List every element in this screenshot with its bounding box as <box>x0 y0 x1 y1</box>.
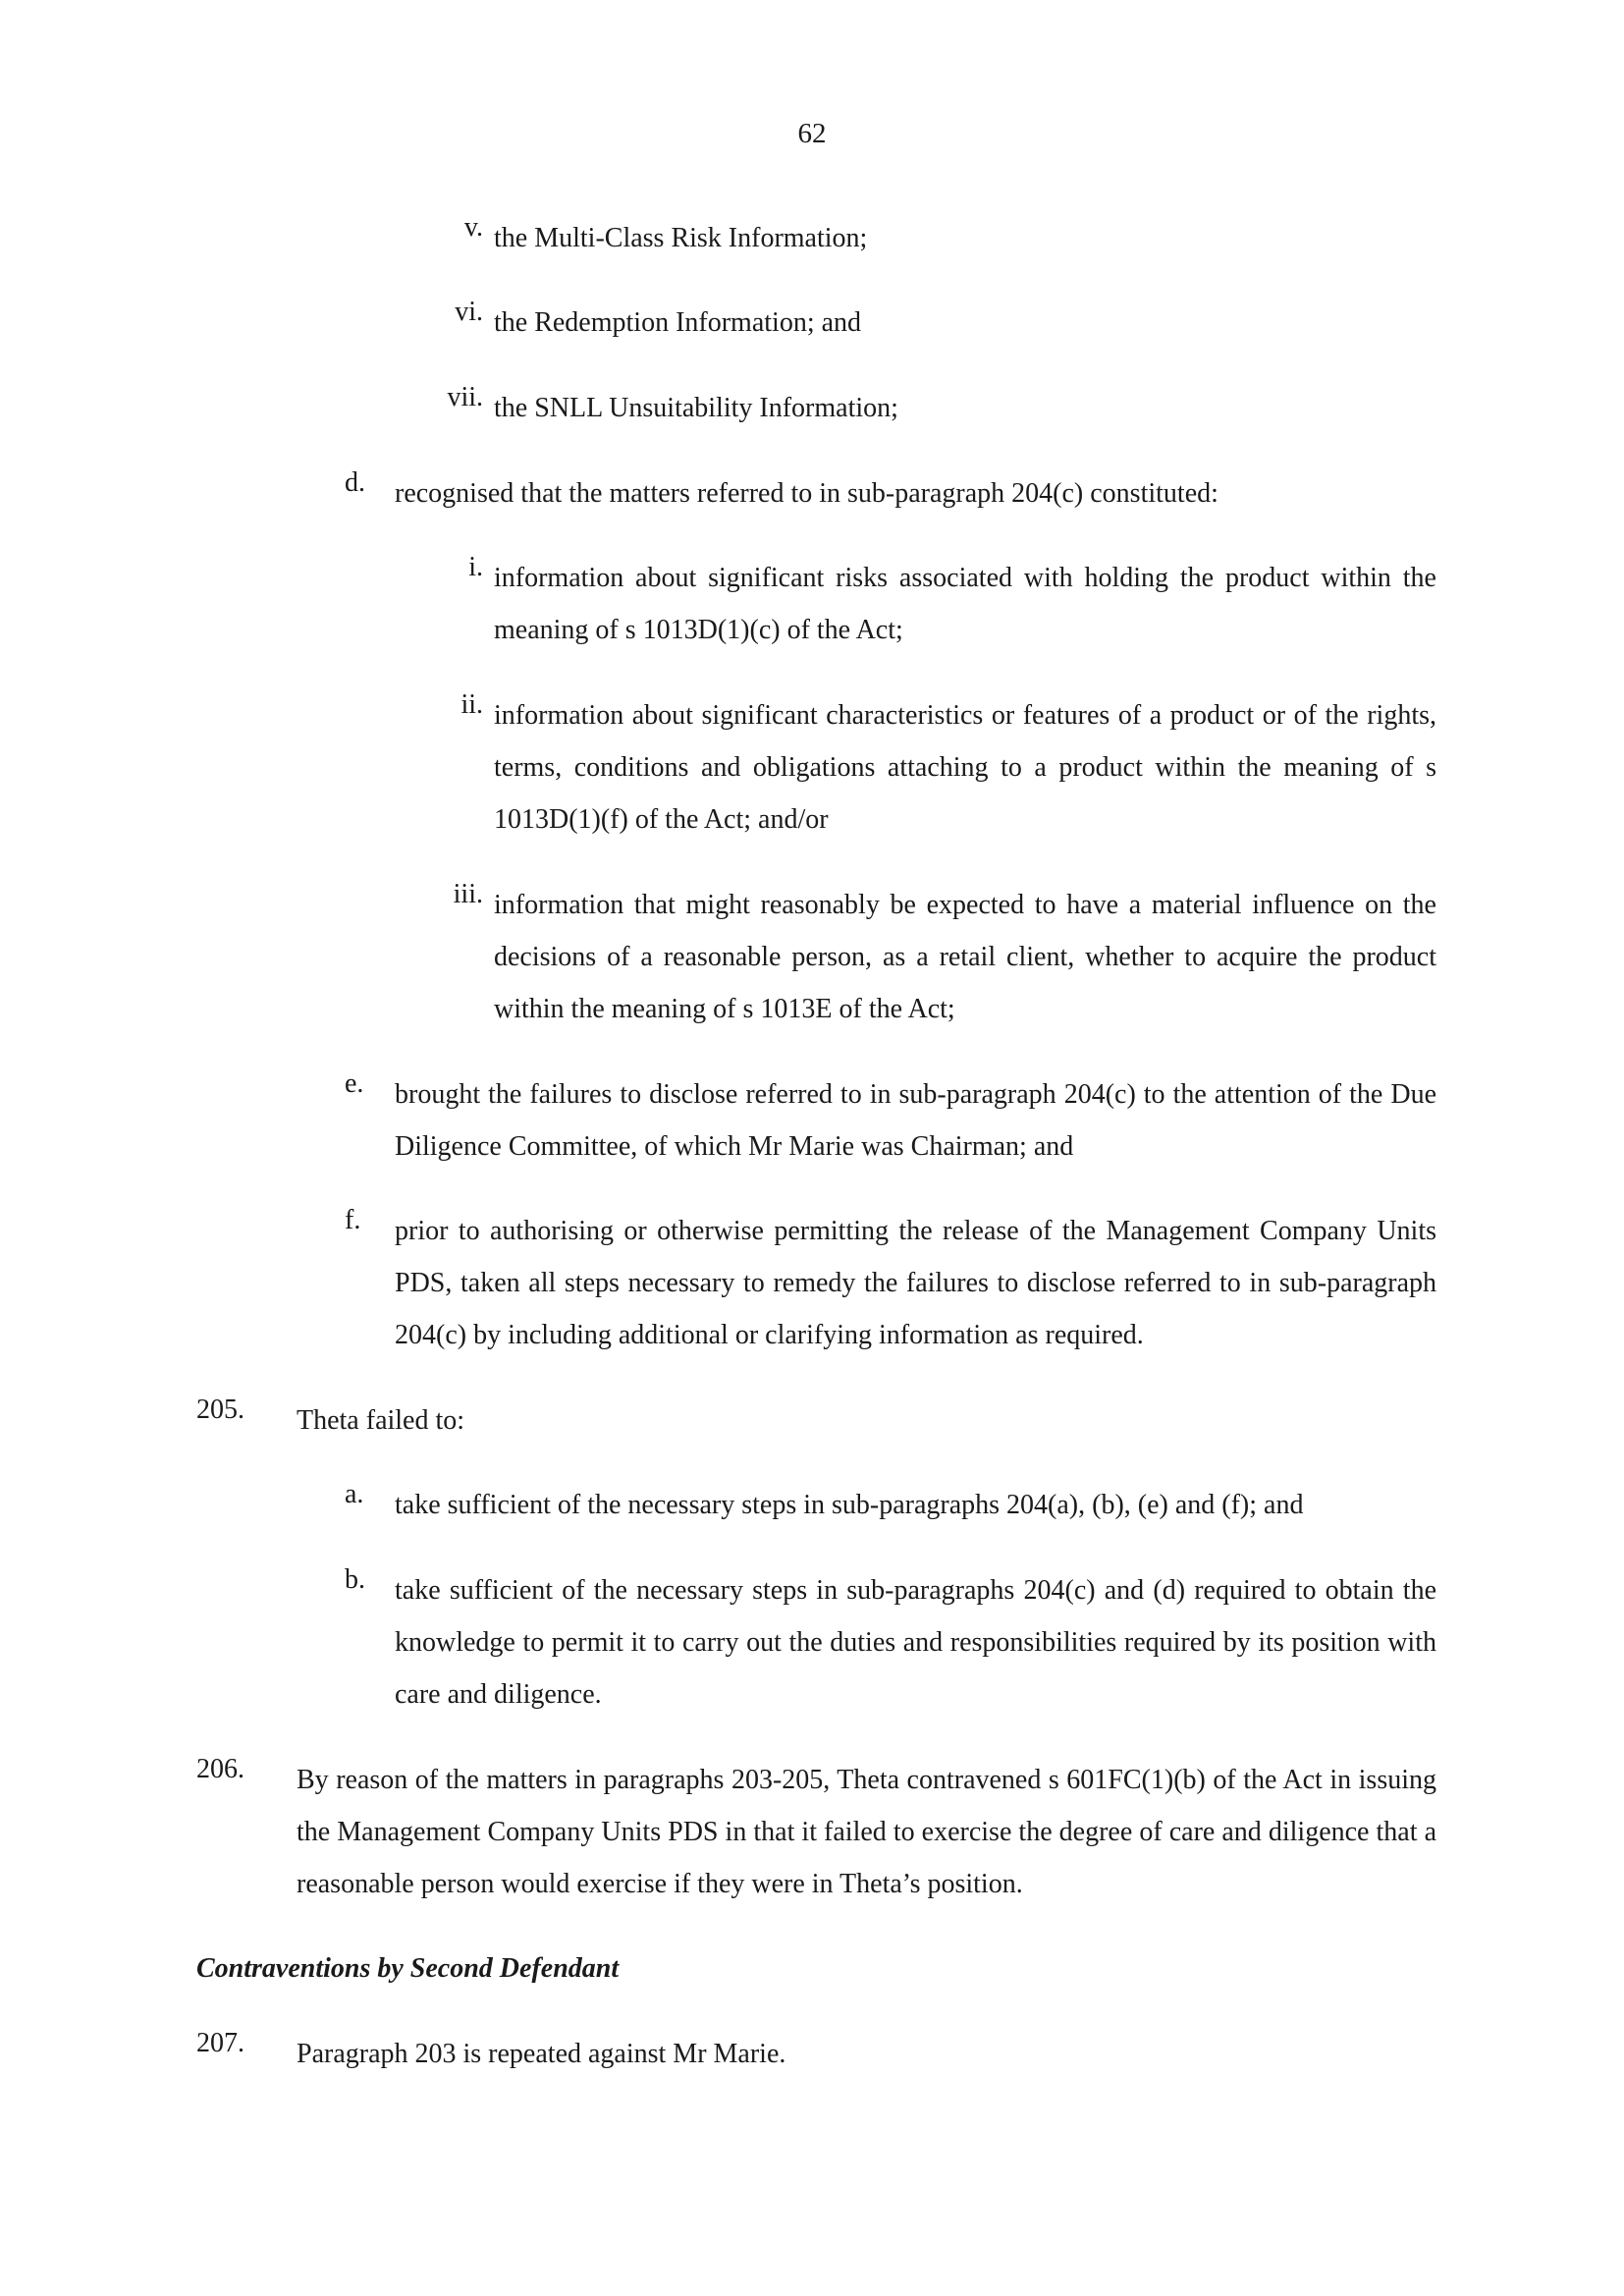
section-heading: Contraventions by Second Defendant <box>196 1953 620 1984</box>
list-label-roman: ii. <box>460 689 483 720</box>
paragraph-number: 205. <box>196 1394 244 1425</box>
list-label-roman: vi. <box>455 297 483 327</box>
paragraph-number: 206. <box>196 1754 244 1784</box>
list-item-text: information about significant risks associated with holding the product within the meaning of s 1013D(1)(c) of the Act; <box>494 563 1436 645</box>
list-label-roman: v. <box>463 212 483 243</box>
list-item-text: information that might reasonably be expected to have a material influence on the decisions of a reasonable person, as a retail client, whether to acquire the product within the meaning of s 1013E of the Act; <box>494 890 1436 1024</box>
list-item-text: information about significant characteristics or features of a product or of the rights, terms, conditions and obligations attaching to a product within the meaning of s 1013D(1)(f) of the Act; and/or <box>494 700 1436 835</box>
list-item-text: the Redemption Information; and <box>494 307 862 338</box>
list-label-roman: vii. <box>447 382 483 412</box>
list-label-alpha: e. <box>345 1068 364 1099</box>
paragraph-text: Paragraph 203 is repeated against Mr Marie. <box>297 2039 786 2069</box>
list-item-text: recognised that the matters referred to in sub-paragraph 204(c) constituted: <box>395 478 1218 509</box>
list-item-text: take sufficient of the necessary steps in sub-paragraphs 204(c) and (d) required to obtain the knowledge to permit it to carry out the duties and responsibilities required by its position with care and diligence. <box>395 1575 1436 1710</box>
list-item-text: take sufficient of the necessary steps in sub-paragraphs 204(a), (b), (e) and (f); and <box>395 1490 1304 1520</box>
list-item-text: prior to authorising or otherwise permitting the release of the Management Company Units PDS, taken all steps necessary to remedy the failures to disclose referred to in sub-paragraph 204(c) by including additional or clarifying information as required. <box>395 1216 1436 1350</box>
paragraph-number: 207. <box>196 2028 244 2058</box>
paragraph-text: Theta failed to: <box>297 1405 465 1436</box>
list-label-roman: i. <box>468 552 483 582</box>
page-number: 62 <box>797 118 827 149</box>
list-label-alpha: a. <box>345 1479 364 1509</box>
list-label-roman: iii. <box>453 879 483 909</box>
list-item-text: the SNLL Unsuitability Information; <box>494 393 898 423</box>
list-item-text: the Multi-Class Risk Information; <box>494 223 868 253</box>
paragraph-text: By reason of the matters in paragraphs 203-205, Theta contravened s 601FC(1)(b) of the Act in issuing the Management Company Units PDS in that it failed to exercise the degree of care and diligence that a reasonable person would exercise if they were in Theta’s position. <box>297 1765 1436 1899</box>
list-item-text: brought the failures to disclose referred to in sub-paragraph 204(c) to the attention of the Due Diligence Committee, of which Mr Marie was Chairman; and <box>395 1079 1436 1162</box>
list-label-alpha: f. <box>345 1205 361 1235</box>
list-label-alpha: d. <box>345 467 365 498</box>
list-label-alpha: b. <box>345 1564 365 1595</box>
